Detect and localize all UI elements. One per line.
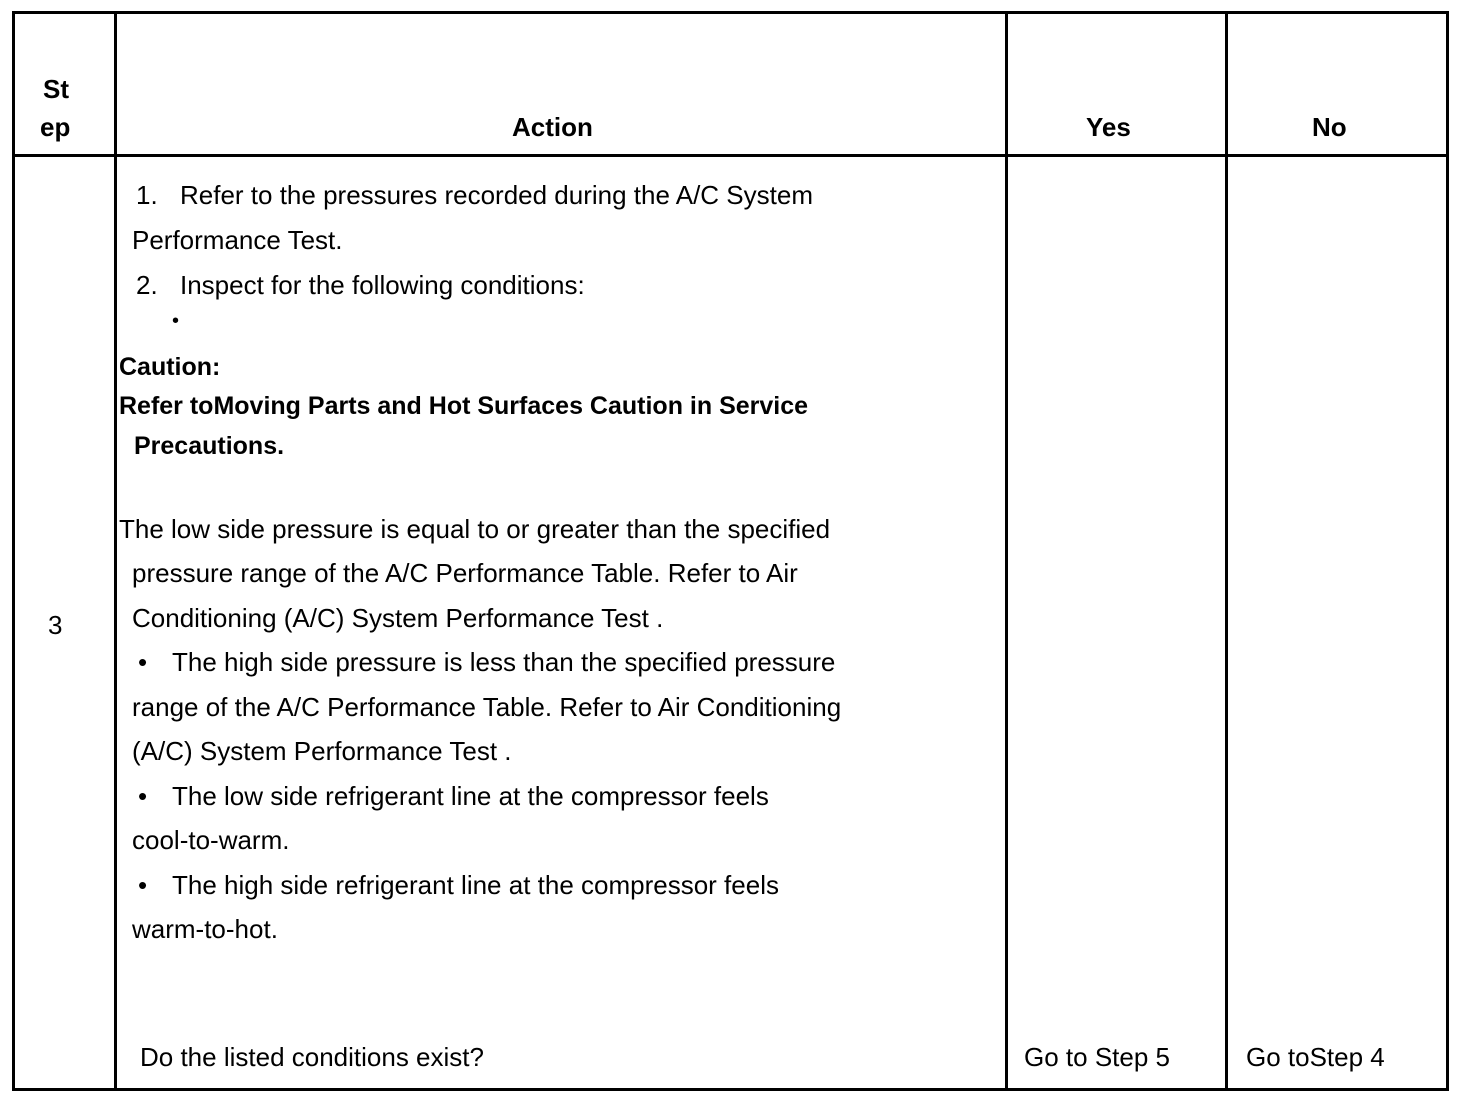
item-2-number: 2.	[136, 270, 158, 300]
condition-2-bullet: •	[138, 647, 148, 677]
item-1-number: 1.	[136, 180, 158, 210]
item-2-text: Inspect for the following conditions:	[180, 270, 585, 300]
condition-3-line-1: The low side refrigerant line at the compressor feels	[172, 781, 769, 811]
item-1-text-cont: Performance Test.	[132, 225, 343, 255]
condition-4-line-2: warm-to-hot.	[132, 914, 278, 944]
header-action: Action	[512, 112, 593, 142]
column-divider-action	[1005, 11, 1008, 1091]
header-step-line1: St	[43, 74, 69, 104]
condition-2-line-3: (A/C) System Performance Test .	[132, 736, 512, 766]
table-border-top	[12, 11, 1449, 14]
condition-3-bullet: •	[138, 781, 148, 811]
table-border-bottom	[12, 1088, 1449, 1091]
step-number: 3	[48, 610, 63, 640]
column-divider-yes	[1225, 11, 1228, 1091]
caution-line-2: Precautions.	[134, 432, 285, 460]
condition-2-line-2: range of the A/C Performance Table. Refer to Air Conditioning	[132, 692, 842, 722]
caution-label: Caution:	[119, 353, 221, 381]
table-border-right	[1446, 11, 1449, 1091]
condition-2-line-1: The high side pressure is less than the specified pressure	[172, 647, 836, 677]
condition-1-line-2: pressure range of the A/C Performance Table. Refer to Air	[132, 558, 798, 588]
condition-1-line-1: The low side pressure is equal to or greater than the specified	[119, 514, 831, 544]
no-link[interactable]: Go toStep 4	[1246, 1042, 1385, 1072]
header-divider	[12, 154, 1449, 157]
bullet-empty: •	[172, 310, 180, 332]
header-no: No	[1312, 112, 1347, 142]
condition-1-line-3: Conditioning (A/C) System Performance Test .	[132, 603, 664, 633]
condition-4-bullet: •	[138, 870, 148, 900]
table-border-left	[12, 11, 15, 1091]
question: Do the listed conditions exist?	[140, 1042, 484, 1072]
header-yes: Yes	[1086, 112, 1131, 142]
header-step-line2: ep	[40, 112, 71, 142]
condition-4-line-1: The high side refrigerant line at the compressor feels	[172, 870, 779, 900]
condition-3-line-2: cool-to-warm.	[132, 825, 290, 855]
item-1-text: Refer to the pressures recorded during the A/C System	[180, 180, 813, 210]
caution-line-1: Refer toMoving Parts and Hot Surfaces Caution in Service	[119, 392, 809, 420]
column-divider-step	[114, 11, 117, 1091]
yes-link[interactable]: Go to Step 5	[1024, 1042, 1170, 1072]
